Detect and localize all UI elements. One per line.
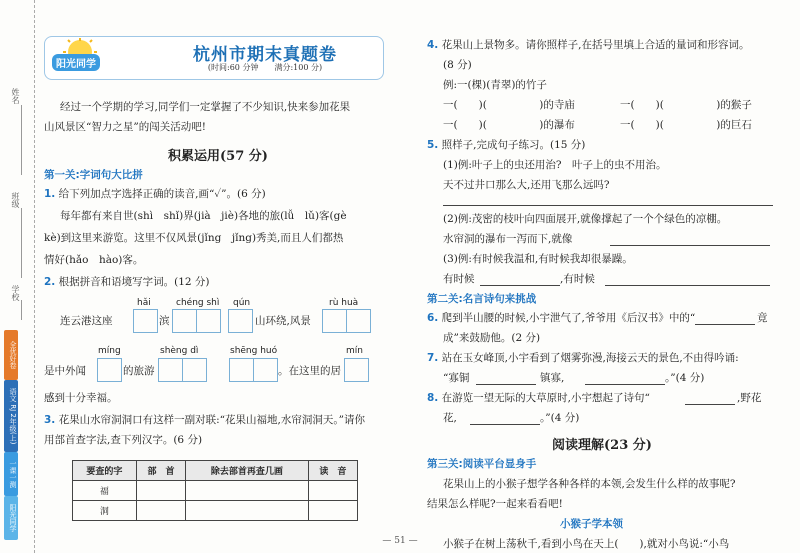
q1-line-2: 每年都有来自世(shì shǐ)界(jià jiè)各地的旅(lǚ lǔ)客(gè	[60, 210, 347, 222]
q3-number: 3.	[44, 414, 56, 426]
table-header: 部 首	[136, 461, 185, 481]
answer-line[interactable]	[443, 205, 773, 206]
q4-number: 4.	[427, 39, 439, 51]
tianzige-box[interactable]	[229, 358, 254, 382]
q4-item-3: 一( )( )的瀑布	[443, 119, 575, 131]
intro-line-1: 经过一个学期的学习,同学们一定掌握了不少知识,快来参加花果	[60, 101, 351, 113]
q2-row3: 感到十分幸福。	[44, 392, 118, 404]
class-line	[21, 208, 22, 278]
q1-text: 给下列加点字选择正确的读音,画“✓”。(6 分)	[58, 188, 266, 200]
name-label: 姓名	[11, 88, 20, 104]
answer-cell[interactable]	[136, 481, 185, 501]
story-line: 小猴子在树上荡秋千,看到小鸟在天上( ),就对小鸟说:“小鸟	[443, 538, 730, 550]
q4-line-2: (8 分)	[443, 59, 472, 71]
pinyin-chengshi: chéng shì	[176, 298, 220, 308]
exam-info: (时间:60 分钟 满分:100 分)	[207, 63, 323, 72]
tianzige-box[interactable]	[228, 309, 253, 333]
q3-line-1	[44, 413, 365, 427]
q5-ex1: (1)例:叶子上的虫还用治? 叶子上的虫不用治。	[443, 159, 667, 171]
intro-line-2: 山风景区“智力之星”的闯关活动吧!	[44, 121, 206, 133]
answer-cell[interactable]	[308, 501, 357, 521]
tianzige-box[interactable]	[253, 358, 278, 382]
pass3-heading: 第三关:阅读平台显身手	[427, 458, 537, 470]
q1-line-1	[44, 187, 266, 201]
q6-number: 6.	[427, 312, 439, 324]
q6-text: 爬到半山腰的时候,小宇泄气了,爷爷用《后汉书》中的“	[441, 312, 696, 324]
table-header: 读 音	[308, 461, 357, 481]
q1-number: 1.	[44, 188, 56, 200]
reading-intro-1: 花果山上的小猴子想学各种各样的本领,会发生什么样的故事呢?	[443, 478, 736, 490]
q7-number: 7.	[427, 352, 439, 364]
radical-lookup-table	[72, 460, 358, 521]
tianzige-box[interactable]	[158, 358, 183, 382]
q4-line-1	[427, 38, 749, 52]
q2-row1-a: 连云港这座	[60, 315, 113, 327]
q8-text: 在游览一望无际的大草原时,小宇想起了诗句“	[441, 392, 650, 404]
q8-seg-3: 花,	[443, 412, 457, 424]
bind-tag-subject: 语文 RJ 2年级(上)	[4, 380, 18, 452]
q4-item-4: 一( )( )的巨石	[620, 119, 752, 131]
pinyin-qun: qún	[233, 298, 251, 308]
pass1-heading: 第一关:字词句大比拼	[44, 169, 143, 181]
answer-line[interactable]	[585, 384, 665, 385]
table-row	[73, 501, 358, 521]
q2-row1-b: 滨	[159, 315, 170, 327]
q4-example: 例:一(棵)(青翠)的竹子	[443, 79, 547, 91]
name-line	[21, 105, 22, 175]
answer-line[interactable]	[695, 324, 755, 325]
q6-line-2: 成”来鼓励他。(2 分)	[443, 332, 541, 344]
tianzige-box[interactable]	[97, 358, 122, 382]
tianzige-box[interactable]	[196, 309, 221, 333]
q4-item-1: 一( )( )的寺庙	[443, 99, 575, 111]
school-label: 学校	[11, 285, 20, 301]
q2-row2-c: 。在这里的居	[278, 365, 341, 377]
q5-ex3b: ,有时候	[560, 273, 595, 285]
q7-seg-3: 。”(4 分)	[665, 372, 705, 384]
answer-cell[interactable]	[186, 481, 309, 501]
pinyin-hai: hǎi	[137, 298, 151, 308]
q5-ex3: (3)例:有时候我温和,有时候我却很暴躁。	[443, 253, 633, 265]
q2-line	[44, 275, 210, 289]
bind-tag-brand: 阳光同学	[4, 496, 18, 540]
q5-text: 照样子,完成句子练习。(15 分)	[441, 139, 586, 151]
q2-row1-c: 山环绕,风景	[255, 315, 311, 327]
logo-text: 阳光同学	[52, 54, 100, 71]
q5-ex1b: 天不过井口那么大,还用飞那么远吗?	[443, 179, 610, 191]
q8-line-1	[427, 391, 650, 405]
q6-end: 竟	[757, 312, 768, 324]
q2-number: 2.	[44, 276, 56, 288]
q7-seg-2: 镇寡,	[540, 372, 565, 384]
pinyin-ming: míng	[98, 346, 121, 356]
table-cell-char: 洞	[73, 501, 137, 521]
bind-tag-type: 一课一测	[4, 452, 18, 496]
q6-line-1	[427, 311, 695, 325]
reading-intro-2: 结果怎么样呢?一起来看看吧!	[427, 498, 563, 510]
table-header: 除去部首再查几画	[186, 461, 309, 481]
q5-line	[427, 138, 585, 152]
q5-number: 5.	[427, 139, 439, 151]
answer-cell[interactable]	[136, 501, 185, 521]
q5-ex2: (2)例:茂密的枝叶向四面展开,就像撑起了一个个绿色的凉棚。	[443, 213, 728, 225]
q5-ex3a: 有时候	[443, 273, 475, 285]
q7-text: 站在玉女峰顶,小宇看到了烟雾弥漫,海接云天的景色,不由得吟诵:	[441, 352, 739, 364]
q1-line-3: kè)到这里来游览。这里不仅风景(jǐng jǐng)秀美,而且人们都热	[44, 232, 344, 244]
answer-line[interactable]	[476, 384, 536, 385]
tianzige-box[interactable]	[344, 358, 369, 382]
pass2-heading: 第二关:名言诗句来挑战	[427, 293, 537, 305]
q3-text: 花果山水帘洞洞口有这样一副对联:“花果山福地,水帘洞洞天。”请你	[58, 414, 366, 426]
tianzige-box[interactable]	[346, 309, 371, 333]
page-title: 杭州市期末真题卷	[193, 45, 337, 65]
class-label: 班级	[11, 192, 20, 208]
q1-line-4: 情好(hǎo hào)客。	[44, 254, 144, 266]
table-cell-char: 福	[73, 481, 137, 501]
section-title-reading: 阅读理解(23 分)	[552, 438, 652, 453]
tianzige-box[interactable]	[322, 309, 347, 333]
q8-seg-4: 。”(4 分)	[540, 412, 580, 424]
pinyin-ruhua: rù huà	[329, 298, 359, 308]
bind-tag-series: 全优好卷	[4, 330, 18, 380]
binding-strip	[0, 0, 35, 553]
q4-item-2: 一( )( )的猴子	[620, 99, 752, 111]
story-title: 小猴子学本领	[560, 518, 623, 530]
q4-text: 花果山上景物多。请你照样子,在括号里填上合适的量词和形容词。	[441, 39, 750, 51]
answer-line[interactable]	[480, 285, 560, 286]
answer-line[interactable]	[605, 285, 770, 286]
answer-line[interactable]	[685, 404, 735, 405]
table-row	[73, 481, 358, 501]
pinyin-shenghuo: shēng huó	[230, 346, 278, 356]
school-line	[21, 300, 22, 320]
q7-seg-1: “寡铜	[443, 372, 470, 384]
answer-line[interactable]	[610, 245, 770, 246]
q5-ex2b: 水帘洞的瀑布一泻而下,就像	[443, 233, 573, 245]
q2-text: 根据拼音和语境写字词。(12 分)	[58, 276, 210, 288]
answer-line[interactable]	[470, 424, 540, 425]
q3-line-2: 用部首查字法,查下列汉字。(6 分)	[44, 434, 203, 446]
tianzige-box[interactable]	[182, 358, 207, 382]
q8-number: 8.	[427, 392, 439, 404]
pinyin-shengdi: shèng dì	[160, 346, 199, 356]
section-title-accumulation: 积累运用(57 分)	[168, 149, 268, 164]
tianzige-box[interactable]	[172, 309, 197, 333]
answer-cell[interactable]	[308, 481, 357, 501]
q7-line-1	[427, 351, 739, 365]
answer-cell[interactable]	[186, 501, 309, 521]
q8-seg-2: ,野花	[737, 392, 762, 404]
tianzige-box[interactable]	[133, 309, 158, 333]
q2-row2-a: 是中外闻	[44, 365, 86, 377]
table-header: 要查的字	[73, 461, 137, 481]
q2-row2-b: 的旅游	[123, 365, 155, 377]
page-number: — 51 —	[382, 536, 418, 546]
pinyin-min: mín	[346, 346, 363, 356]
